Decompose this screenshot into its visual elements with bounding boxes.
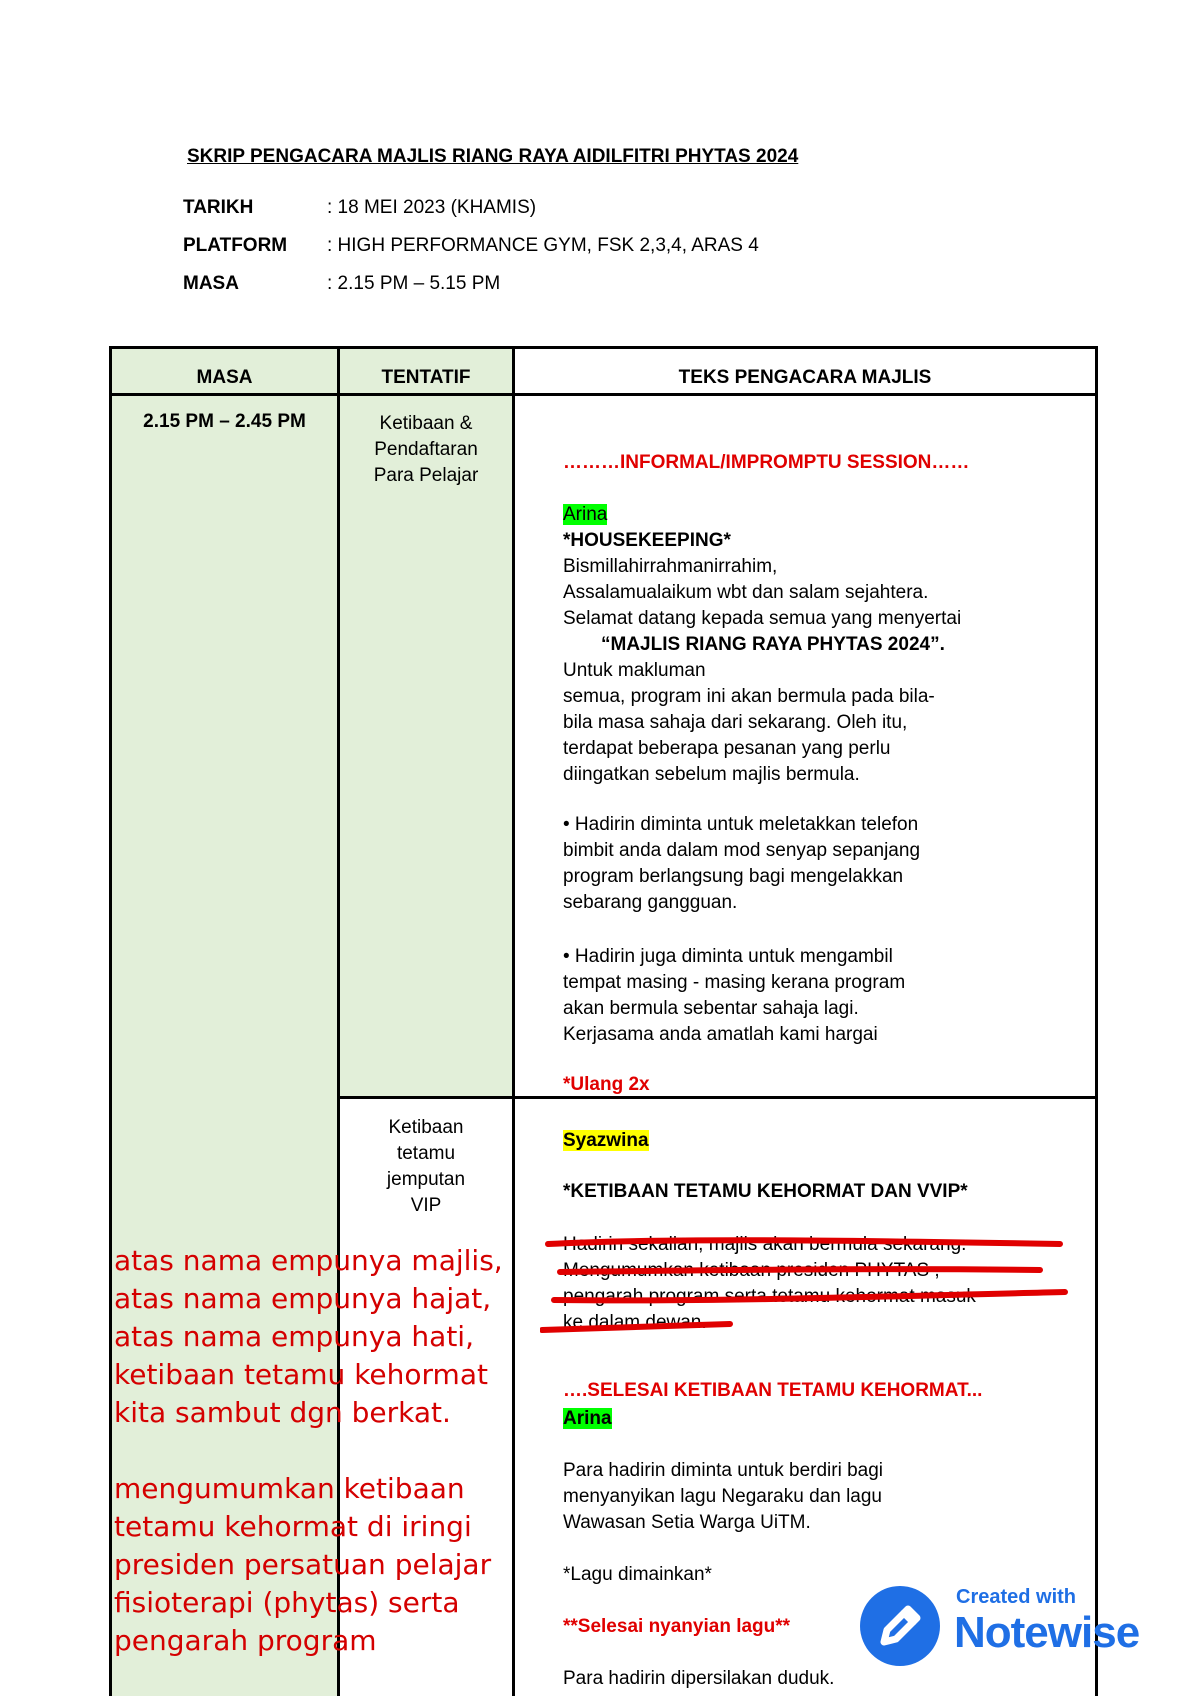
annotation-line: kita sambut dgn berkat. <box>114 1396 451 1429</box>
text-line: ke dalam dewan. <box>563 1312 707 1333</box>
table-border-right <box>1095 346 1098 1696</box>
watermark-brand: Notewise <box>954 1608 1140 1657</box>
time-slot: 2.15 PM – 2.45 PM <box>143 411 306 432</box>
meta-value-tarikh: : 18 MEI 2023 (KHAMIS) <box>327 197 537 218</box>
text-line: Bismillahirrahmanirrahim, <box>563 556 778 577</box>
song-played-note: *Lagu dimainkan* <box>563 1564 712 1585</box>
notewise-logo <box>860 1586 940 1666</box>
annotation-line: atas nama empunya majlis, <box>114 1244 503 1277</box>
tentatif-line: Ketibaan <box>388 1117 464 1138</box>
text-line: tempat masing - masing kerana program <box>563 972 906 993</box>
tentatif-cell-1-bg <box>340 396 512 1096</box>
text-line: akan bermula sebentar sahaja lagi. <box>563 998 859 1019</box>
notewise-watermark <box>860 1580 1180 1680</box>
text-line: Para hadirin diminta untuk berdiri bagi <box>563 1460 884 1481</box>
text-line: • Hadirin diminta untuk meletakkan telefon <box>563 814 919 835</box>
annotation-line: ketibaan tetamu kehormat <box>114 1358 488 1391</box>
annotation-line: fisioterapi (phytas) serta <box>114 1586 460 1619</box>
annotation-line: atas nama empunya hati, <box>114 1320 474 1353</box>
bullet-take-seats <box>563 944 905 1048</box>
pencil-icon <box>860 1586 940 1666</box>
watermark-created-with: Created with <box>956 1586 1077 1608</box>
table-border-row <box>337 1096 1098 1099</box>
speaker-label-syazwina <box>563 1128 649 1154</box>
meta-value-platform: : HIGH PERFORMANCE GYM, FSK 2,3,4, ARAS 4 <box>327 235 759 256</box>
annotation-line: tetamu kehormat di iringi <box>114 1510 472 1543</box>
annotation-line: pengarah program <box>114 1624 377 1657</box>
speaker-name: Arina <box>563 504 608 525</box>
meta-value-masa: : 2.15 PM – 5.15 PM <box>327 273 501 294</box>
text-line: diingatkan sebelum majlis bermula. <box>563 764 860 785</box>
text-line: terdapat beberapa pesanan yang perlu <box>563 738 891 759</box>
speaker-label-arina <box>563 502 607 528</box>
tentatif-line: jemputan <box>386 1169 466 1190</box>
document-title: SKRIP PENGACARA MAJLIS RIANG RAYA AIDILFITRI PHYTAS 2024 <box>187 146 799 167</box>
annotation-line: atas nama empunya hajat, <box>114 1282 492 1315</box>
please-sit-line: Para hadirin dipersilakan duduk. <box>563 1668 835 1689</box>
text-line: program berlangsung bagi mengelakkan <box>563 866 904 887</box>
tentatif-line: Para Pelajar <box>373 465 479 486</box>
song-end-note: **Selesai nyanyian lagu** <box>563 1616 791 1637</box>
text-line: semua, program ini akan bermula pada bila- <box>563 686 935 707</box>
meta-label-tarikh: TARIKH <box>183 197 254 218</box>
vip-arrival-end-note: ….SELESAI KETIBAAN TETAMU KEHORMAT... <box>563 1380 983 1401</box>
table-border-top <box>109 346 1098 349</box>
tentatif-line: Pendaftaran <box>374 439 478 460</box>
tentatif-arrival-students <box>340 411 512 489</box>
housekeeping-heading: *HOUSEKEEPING* <box>563 530 731 551</box>
anthem-paragraph <box>563 1458 883 1536</box>
text-line: Hadirin sekalian, majlis akan bermula sekarang. <box>563 1234 967 1255</box>
struck-paragraph <box>563 1232 976 1336</box>
annotation-line: presiden persatuan pelajar <box>114 1548 492 1581</box>
text-line: Selamat datang kepada semua yang menyertai <box>563 608 962 629</box>
tentatif-line: Ketibaan & <box>379 413 473 434</box>
annotation-line: mengumumkan ketibaan <box>114 1472 465 1505</box>
speaker-label-arina-2 <box>563 1406 612 1432</box>
handwritten-annotation-1 <box>114 1242 503 1432</box>
informal-session-label: ………INFORMAL/IMPROMPTU SESSION…… <box>563 452 970 473</box>
vip-arrival-heading: *KETIBAAN TETAMU KEHORMAT DAN VVIP* <box>563 1181 968 1202</box>
text-line: pengarah program serta tetamu kehormat masuk <box>563 1286 976 1307</box>
speaker-name: Arina <box>563 1408 612 1429</box>
text-line: bimbit anda dalam mod senyap sepanjang <box>563 840 921 861</box>
tentatif-arrival-vip <box>340 1115 512 1219</box>
tentatif-line: tetamu <box>396 1143 456 1164</box>
text-line: Untuk makluman <box>563 660 706 681</box>
text-line: Wawasan Setia Warga UiTM. <box>563 1512 811 1533</box>
event-name-line: “MAJLIS RIANG RAYA PHYTAS 2024”. <box>601 634 945 655</box>
speaker-name: Syazwina <box>563 1130 649 1151</box>
text-line: Kerjasama anda amatlah kami hargai <box>563 1024 878 1045</box>
column-header-masa: MASA <box>196 367 253 388</box>
repeat-note: *Ulang 2x <box>563 1074 650 1095</box>
text-line: Assalamualaikum wbt dan salam sejahtera. <box>563 582 929 603</box>
meta-label-platform: PLATFORM <box>183 235 288 256</box>
column-header-teks: TEKS PENGACARA MAJLIS <box>678 367 932 388</box>
text-line: • Hadirin juga diminta untuk mengambil <box>563 946 893 967</box>
column-header-tentatif: TENTATIF <box>381 367 471 388</box>
text-line: sebarang gangguan. <box>563 892 738 913</box>
handwritten-annotation-2 <box>114 1470 491 1660</box>
meta-label-masa: MASA <box>183 273 239 294</box>
welcome-paragraph <box>563 554 961 788</box>
bullet-phone-silent <box>563 812 920 916</box>
table-border-header <box>109 393 1098 396</box>
table-border-left <box>109 346 112 1696</box>
text-line: menyanyikan lagu Negaraku dan lagu <box>563 1486 882 1507</box>
text-line: bila masa sahaja dari sekarang. Oleh itu, <box>563 712 908 733</box>
tentatif-line: VIP <box>410 1195 442 1216</box>
table-border-col2 <box>512 346 515 1696</box>
text-line: Mengumumkan ketibaan presiden PHYTAS , <box>563 1260 940 1281</box>
